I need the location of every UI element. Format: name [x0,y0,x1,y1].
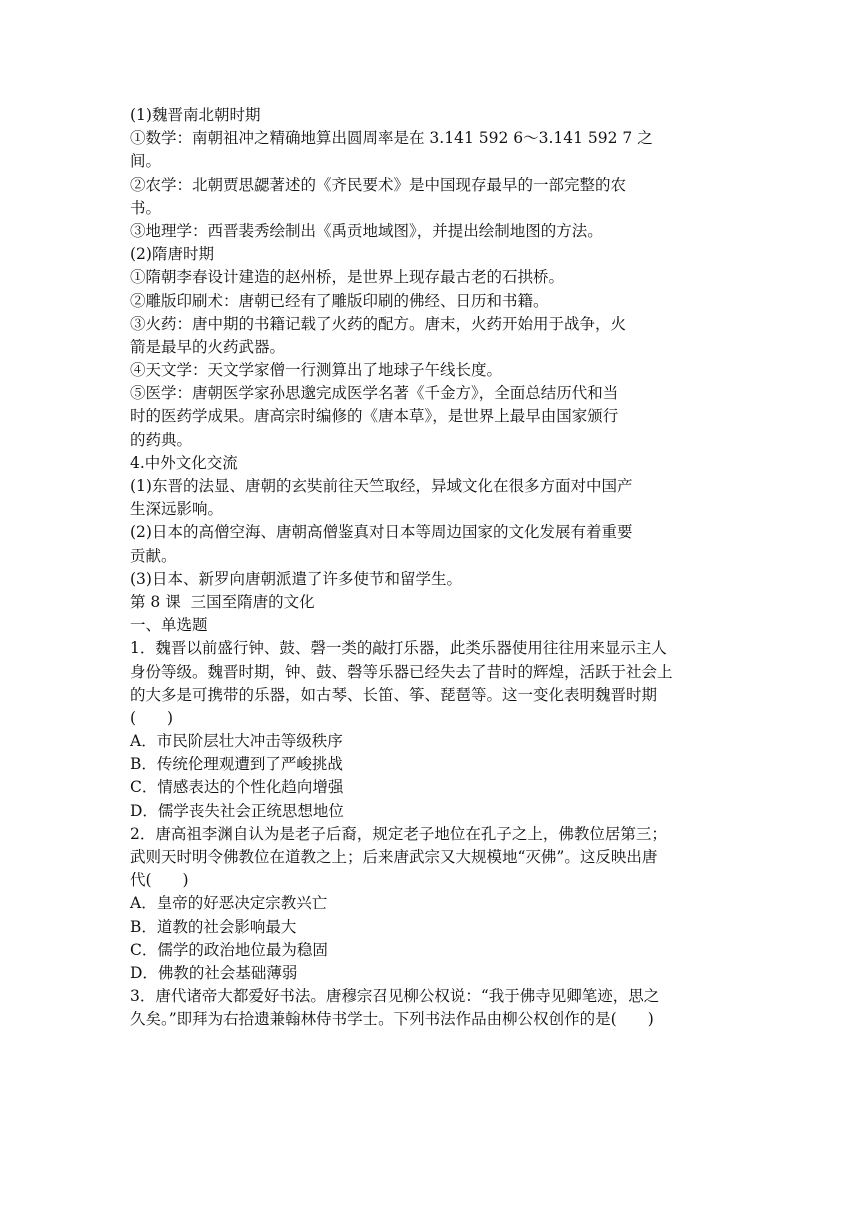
text-line: (2)日本的高僧空海、唐朝高僧鉴真对日本等周边国家的文化发展有着重要 [130,523,633,542]
text-line: 代( ) [130,871,189,890]
text-line: 一、单选题 [130,616,208,635]
text-line: ①数学：南朝祖冲之精确地算出圆周率是在 3.141 592 6～3.141 592 7 之 [130,129,653,148]
text-line: 的大多是可携带的乐器，如古琴、长笛、筝、琵琶等。这一变化表明魏晋时期 [130,685,658,704]
text-line: 生深远影响。 [130,500,224,519]
text-line: C．儒学的政治地位最为稳固 [130,940,328,959]
text-line: ③地理学：西晋裴秀绘制出《禹贡地域图》，并提出绘制地图的方法。 [130,221,603,240]
text-line: C．情感表达的个性化趋向增强 [130,778,344,797]
text-line: ③火药：唐中期的书籍记载了火药的配方。唐末，火药开始用于战争，火 [130,314,627,333]
text-line: (1)东晋的法显、唐朝的玄奘前往天竺取经，异域文化在很多方面对中国产 [130,477,633,495]
text-line: ( ) [130,708,174,727]
document-body [130,104,736,1032]
text-line: ④天文学：天文学家僧一行测算出了地球子午线长度。 [130,361,503,380]
text-line: ②农学：北朝贾思勰著述的《齐民要术》是中国现存最早的一部完整的农 [130,175,627,194]
text-line: ②雕版印刷术：唐朝已经有了雕版印刷的佛经、日历和书籍。 [130,291,549,310]
text-line: 间。 [130,152,162,171]
text-line: 2．唐高祖李渊自认为是老子后裔，规定老子地位在孔子之上，佛教位居第三； [130,824,667,843]
text-line: 贡献。 [130,546,177,565]
text-line: ①隋朝李春设计建造的赵州桥，是世界上现存最古老的石拱桥。 [130,268,565,287]
text-line: (3)日本、新罗向唐朝派遣了许多使节和留学生。 [130,569,462,588]
text-line: 4.中外文化交流 [130,453,238,472]
text-line: (2)隋唐时期 [130,245,214,264]
text-line: B．传统伦理观遭到了严峻挑战 [130,755,343,774]
text-line: 书。 [130,198,162,217]
text-line: 3．唐代诸帝大都爱好书法。唐穆宗召见柳公权说：“我于佛寺见卿笔迹，思之 [130,987,660,1006]
text-line: 第 8 课 三国至隋唐的文化 [130,592,315,611]
text-line: A．皇帝的好恶决定宗教兴亡 [130,894,328,913]
text-line: 的药典。 [130,430,193,449]
text-line: ⑤医学：唐朝医学家孙思邈完成医学名著《千金方》，全面总结历代和当 [130,384,619,403]
text-line: 1．魏晋以前盛行钟、鼓、磬一类的敲打乐器，此类乐器使用往往用来显示主人 [130,639,667,658]
text-line: 身份等级。魏晋时期，钟、鼓、磬等乐器已经失去了昔时的辉煌，活跃于社会上 [130,662,673,681]
text-line: D．儒学丧失社会正统思想地位 [130,801,344,820]
text-line: 久矣。”即拜为右拾遗兼翰林侍书学士。下列书法作品由柳公权创作的是( ) [130,1010,654,1029]
text-line: 箭是最早的火药武器。 [130,337,286,356]
text-line: (1)魏晋南北朝时期 [130,106,261,124]
text-line: 时的医药学成果。唐高宗时编修的《唐本草》，是世界上最早由国家颁行 [130,407,619,426]
text-line: A．市民阶层壮大冲击等级秩序 [130,732,343,751]
text-line: D．佛教的社会基础薄弱 [130,963,298,982]
text-line: 武则天时明令佛教位在道教之上；后来唐武宗又大规模地“灭佛”。这反映出唐 [130,848,658,866]
text-line: B．道教的社会影响最大 [130,917,297,936]
